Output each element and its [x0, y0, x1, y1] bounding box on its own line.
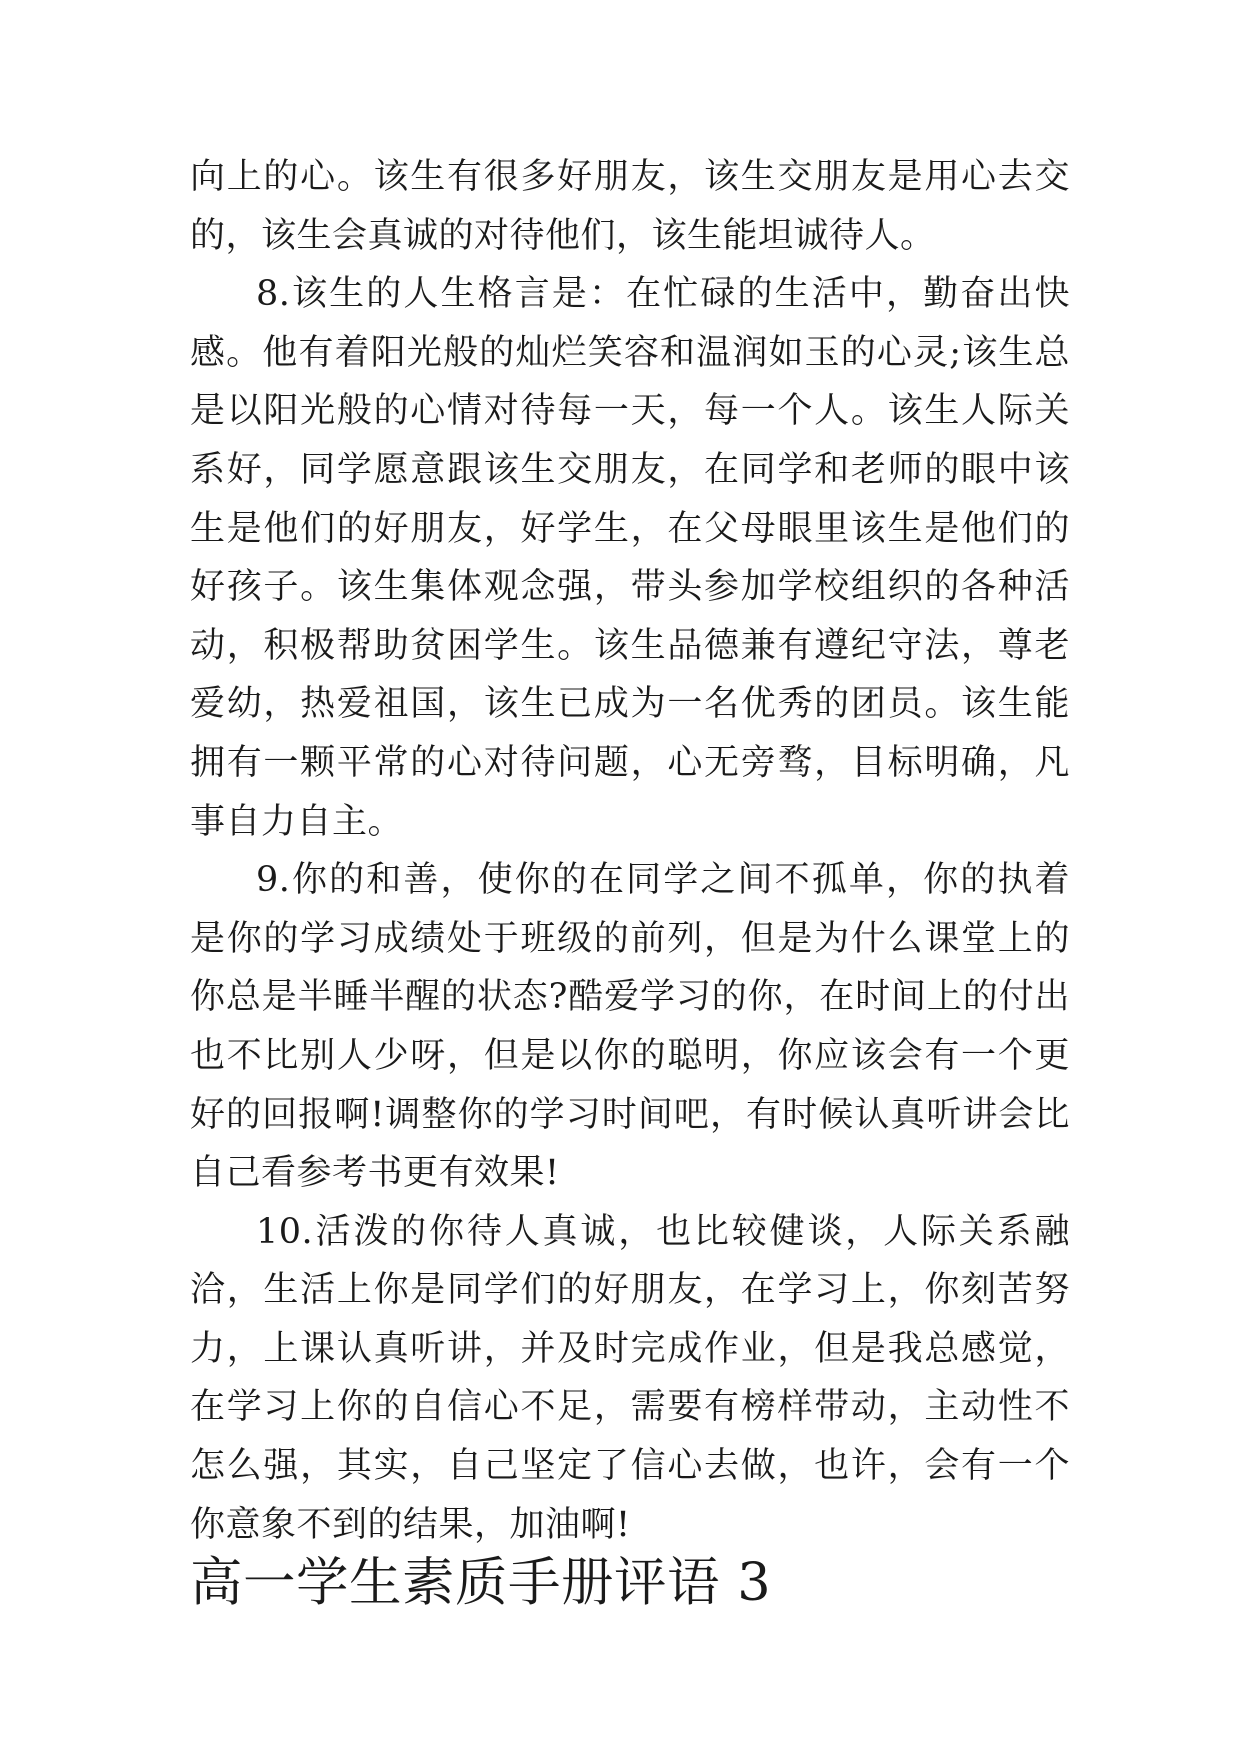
paragraph-item-10: 10.活泼的你待人真诚，也比较健谈，人际关系融洽，生活上你是同学们的好朋友，在学习上，你刻苦努力，上课认真听讲，并及时完成作业，但是我总感觉，在学习上你的自信心不足，需要有榜样带动，主动性不怎么强，其实，自己坚定了信心去做，也许，会有一个你意象不到的结果，加油啊! — [190, 1211, 1070, 1545]
document-body — [190, 148, 1070, 1613]
paragraph-item-8: 8.该生的人生格言是：在忙碌的生活中，勤奋出快感。他有着阳光般的灿烂笑容和温润如玉的心灵;该生总是以阳光般的心情对待每一天，每一个人。该生人际关系好，同学愿意跟该生交朋友，在同学和老师的眼中该生是他们的好朋友，好学生，在父母眼里该生是他们的好孩子。该生集体观念强，带头参加学校组织的各种活动，积极帮助贫困学生。该生品德兼有遵纪守法，尊老爱幼，热爱祖国，该生已成为一名优秀的团员。该生能拥有一颗平常的心对待问题，心无旁骛，目标明确，凡事自力自主。 — [190, 274, 1070, 842]
section-heading: 高一学生素质手册评语 3 — [190, 1552, 772, 1614]
paragraph-continuation: 向上的心。该生有很多好朋友，该生交朋友是用心去交的，该生会真诚的对待他们，该生能坦诚待人。 — [190, 157, 1070, 256]
paragraph-item-9: 9.你的和善，使你的在同学之间不孤单，你的执着是你的学习成绩处于班级的前列，但是为什么课堂上的你总是半睡半醒的状态?酷爱学习的你，在时间上的付出也不比别人少呀，但是以你的聪明，你应该会有一个更好的回报啊!调整你的学习时间吧，有时候认真听讲会比自己看参考书更有效果! — [190, 860, 1070, 1194]
